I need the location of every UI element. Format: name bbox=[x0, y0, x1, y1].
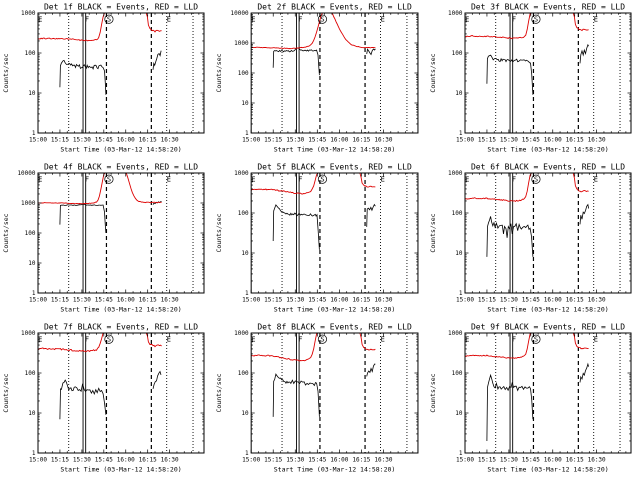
subplot-det-7f bbox=[0, 320, 213, 480]
flag-e: E bbox=[380, 174, 385, 184]
subplot-det-8f bbox=[213, 320, 427, 480]
x-tick-label: 16:00 bbox=[330, 136, 349, 144]
y-tick-label: 1 bbox=[31, 290, 36, 298]
subplot-det-5f bbox=[213, 160, 427, 320]
x-tick-label: 16:00 bbox=[543, 456, 562, 464]
flag-s: S bbox=[106, 335, 112, 344]
x-tick-label: 15:15 bbox=[477, 296, 496, 304]
x-tick-label: 16:15 bbox=[352, 456, 371, 464]
series-events-det-5f bbox=[273, 205, 375, 250]
x-tick-label: 15:45 bbox=[308, 296, 327, 304]
flag-e: E bbox=[593, 335, 599, 344]
plot-canvas-det-7f bbox=[0, 320, 213, 480]
event-marker-lines bbox=[282, 333, 407, 453]
flag-s: S bbox=[533, 175, 539, 184]
y-tick-label: 1000 bbox=[21, 10, 36, 18]
y-tick-label: 100 bbox=[24, 50, 36, 58]
subplot-det-6f bbox=[427, 160, 640, 320]
y-tick-label: 1 bbox=[458, 450, 463, 458]
x-tick-label: 16:30 bbox=[587, 136, 606, 144]
x-tick-label: 16:15 bbox=[565, 456, 584, 464]
y-tick-label: 10 bbox=[28, 260, 36, 268]
flag-s: S bbox=[106, 175, 112, 184]
flag-e: E bbox=[465, 175, 470, 184]
series-events-det-4f bbox=[60, 202, 162, 234]
x-tick-label: 16:15 bbox=[352, 296, 371, 304]
y-tick-label: 10 bbox=[241, 100, 249, 108]
event-marker-lines bbox=[282, 13, 407, 133]
axis-labels bbox=[2, 3, 198, 154]
y-axis-title: Counts/sec bbox=[2, 373, 10, 413]
flag-f: F bbox=[298, 14, 303, 24]
axis-ticks bbox=[38, 173, 204, 293]
axis-labels bbox=[215, 323, 412, 474]
x-tick-label: 16:00 bbox=[116, 136, 135, 144]
plot-title: Det 1f BLACK = Events, RED = LLD bbox=[43, 2, 199, 12]
flag-e: E bbox=[380, 14, 385, 24]
x-tick-label: 15:00 bbox=[28, 296, 48, 304]
x-tick-label: 15:00 bbox=[455, 136, 475, 144]
plot-canvas-det-1f bbox=[0, 0, 213, 160]
x-tick-label: 15:00 bbox=[28, 136, 48, 144]
axis-labels bbox=[429, 323, 625, 474]
series-lld-det-4f bbox=[38, 173, 162, 204]
axis-ticks bbox=[251, 333, 418, 453]
subplot-det-3f bbox=[427, 0, 640, 160]
x-tick-label: 15:30 bbox=[72, 296, 91, 304]
x-tick-label: 15:15 bbox=[477, 456, 496, 464]
x-tick-label: 15:30 bbox=[72, 136, 91, 144]
x-tick-label: 15:45 bbox=[521, 456, 540, 464]
flag-f: F bbox=[298, 334, 303, 344]
x-tick-label: 15:15 bbox=[264, 456, 283, 464]
plot-title: Det 7f BLACK = Events, RED = LLD bbox=[43, 322, 199, 332]
x-tick-label: 15:30 bbox=[499, 456, 518, 464]
y-axis-title: Counts/sec bbox=[215, 53, 224, 93]
y-tick-label: 1000 bbox=[234, 330, 249, 338]
flag-f: F bbox=[84, 15, 90, 24]
event-marker-lines bbox=[69, 13, 193, 133]
y-tick-label: 100 bbox=[237, 370, 249, 378]
axis-ticks bbox=[251, 13, 418, 133]
x-tick-label: 16:30 bbox=[587, 456, 606, 464]
x-tick-label: 16:30 bbox=[160, 296, 179, 304]
y-axis-title: Counts/sec bbox=[215, 373, 224, 413]
y-tick-label: 1 bbox=[31, 130, 36, 138]
axis-ticks bbox=[465, 13, 631, 133]
x-tick-label: 15:00 bbox=[455, 456, 475, 464]
plot-frame bbox=[465, 173, 631, 293]
x-tick-label: 15:30 bbox=[286, 456, 305, 464]
x-tick-label: 15:15 bbox=[264, 296, 283, 304]
x-tick-label: 15:30 bbox=[499, 136, 518, 144]
x-axis-title: Start Time (03-Mar-12 14:58:20) bbox=[273, 145, 396, 154]
series-events-det-7f bbox=[60, 372, 161, 420]
x-tick-label: 15:15 bbox=[50, 296, 69, 304]
y-axis-title: Counts/sec bbox=[215, 213, 224, 253]
axis-ticks bbox=[465, 333, 631, 453]
axis-labels bbox=[429, 3, 625, 154]
y-axis-title: Counts/sec bbox=[429, 373, 437, 413]
axis-ticks bbox=[251, 173, 418, 293]
flag-f: F bbox=[298, 174, 303, 184]
y-axis-title: Counts/sec bbox=[2, 213, 10, 253]
flag-e: E bbox=[593, 15, 599, 24]
x-tick-label: 15:30 bbox=[72, 456, 91, 464]
y-tick-label: 100 bbox=[237, 210, 249, 218]
x-tick-label: 16:15 bbox=[565, 296, 584, 304]
x-tick-label: 15:00 bbox=[455, 296, 475, 304]
plot-canvas-det-8f bbox=[213, 320, 427, 480]
y-tick-label: 1000 bbox=[234, 170, 249, 178]
x-tick-label: 15:45 bbox=[308, 456, 327, 464]
subplot-det-2f bbox=[213, 0, 427, 160]
y-tick-label: 1 bbox=[458, 290, 463, 298]
event-marker-lines bbox=[282, 173, 407, 293]
y-tick-label: 1000 bbox=[21, 200, 36, 208]
y-tick-label: 10 bbox=[241, 250, 249, 258]
series-lld-det-3f bbox=[465, 13, 589, 39]
flag-f: F bbox=[84, 335, 90, 344]
plot-canvas-det-6f bbox=[427, 160, 640, 320]
y-tick-label: 10 bbox=[455, 410, 463, 418]
x-tick-label: 16:15 bbox=[138, 456, 157, 464]
plot-title: Det 9f BLACK = Events, RED = LLD bbox=[470, 322, 626, 332]
plot-frame bbox=[465, 333, 631, 453]
series-events-det-9f bbox=[487, 364, 589, 441]
x-axis-title: Start Time (03-Mar-12 14:58:20) bbox=[60, 305, 182, 314]
flag-e: E bbox=[251, 334, 256, 344]
plot-canvas-det-2f bbox=[213, 0, 427, 160]
flag-e: E bbox=[38, 15, 43, 24]
x-tick-label: 15:00 bbox=[28, 456, 48, 464]
axis-labels bbox=[215, 3, 412, 154]
x-tick-label: 15:45 bbox=[94, 456, 113, 464]
series-lld-det-8f bbox=[251, 333, 375, 361]
y-tick-label: 1 bbox=[245, 450, 249, 458]
x-tick-label: 16:00 bbox=[543, 136, 562, 144]
plot-frame bbox=[38, 333, 204, 453]
flag-s: S bbox=[106, 15, 112, 24]
x-tick-label: 15:15 bbox=[477, 136, 496, 144]
y-tick-label: 10000 bbox=[17, 170, 36, 178]
series-events-det-1f bbox=[60, 51, 161, 95]
y-tick-label: 10 bbox=[455, 90, 463, 98]
series-lld-det-9f bbox=[465, 333, 589, 358]
subplot-det-9f bbox=[427, 320, 640, 480]
x-tick-label: 15:00 bbox=[242, 296, 261, 304]
subplot-det-4f bbox=[0, 160, 213, 320]
plot-canvas-det-4f bbox=[0, 160, 213, 320]
flag-e: E bbox=[593, 175, 599, 184]
flag-f: F bbox=[84, 175, 90, 184]
x-axis-title: Start Time (03-Mar-12 14:58:20) bbox=[487, 145, 609, 154]
series-lld-det-6f bbox=[465, 173, 589, 201]
plot-canvas-det-9f bbox=[427, 320, 640, 480]
y-tick-label: 100 bbox=[451, 50, 463, 58]
flag-s: S bbox=[320, 174, 325, 184]
x-tick-label: 16:15 bbox=[565, 136, 584, 144]
x-tick-label: 15:15 bbox=[50, 136, 69, 144]
x-tick-label: 15:45 bbox=[94, 296, 113, 304]
series-events-det-8f bbox=[273, 364, 375, 417]
x-tick-label: 16:15 bbox=[138, 136, 157, 144]
x-tick-label: 16:30 bbox=[374, 296, 393, 304]
axis-labels bbox=[429, 163, 625, 314]
y-tick-label: 10 bbox=[28, 410, 36, 418]
x-tick-label: 16:00 bbox=[330, 296, 349, 304]
flag-e: E bbox=[38, 175, 43, 184]
subplot-det-1f bbox=[0, 0, 213, 160]
x-tick-label: 15:00 bbox=[242, 136, 261, 144]
x-axis-title: Start Time (03-Mar-12 14:58:20) bbox=[487, 465, 609, 474]
x-tick-label: 15:45 bbox=[308, 136, 327, 144]
plot-canvas-det-5f bbox=[213, 160, 427, 320]
y-tick-label: 1000 bbox=[234, 40, 249, 48]
x-axis-title: Start Time (03-Mar-12 14:58:20) bbox=[60, 465, 182, 474]
flag-e: E bbox=[166, 15, 172, 24]
y-tick-label: 10 bbox=[241, 410, 249, 418]
axis-ticks bbox=[38, 333, 204, 453]
plot-frame bbox=[465, 13, 631, 133]
flag-f: F bbox=[511, 335, 517, 344]
x-tick-label: 16:15 bbox=[352, 136, 371, 144]
flag-f: F bbox=[511, 175, 517, 184]
plot-title: Det 5f BLACK = Events, RED = LLD bbox=[257, 162, 412, 172]
series-lld-det-1f bbox=[38, 13, 162, 41]
y-tick-label: 1 bbox=[458, 130, 463, 138]
y-tick-label: 100 bbox=[451, 210, 463, 218]
x-tick-label: 16:30 bbox=[160, 136, 179, 144]
plot-title: Det 6f BLACK = Events, RED = LLD bbox=[470, 162, 626, 172]
x-tick-label: 15:45 bbox=[521, 136, 540, 144]
x-tick-label: 16:30 bbox=[374, 456, 393, 464]
y-tick-label: 1000 bbox=[448, 10, 463, 18]
flag-e: E bbox=[465, 15, 470, 24]
y-tick-label: 100 bbox=[24, 370, 36, 378]
y-axis-title: Counts/sec bbox=[429, 213, 437, 253]
x-tick-label: 15:45 bbox=[94, 136, 113, 144]
x-tick-label: 15:15 bbox=[264, 136, 283, 144]
x-tick-label: 16:00 bbox=[116, 456, 135, 464]
event-marker-lines bbox=[496, 173, 620, 293]
plot-frame bbox=[38, 173, 204, 293]
plot-frame bbox=[251, 13, 418, 133]
x-tick-label: 15:15 bbox=[50, 456, 69, 464]
x-axis-title: Start Time (03-Mar-12 14:58:20) bbox=[487, 305, 609, 314]
event-marker-lines bbox=[496, 333, 620, 453]
x-tick-label: 16:15 bbox=[138, 296, 157, 304]
plot-title: Det 2f BLACK = Events, RED = LLD bbox=[257, 2, 412, 12]
plot-title: Det 3f BLACK = Events, RED = LLD bbox=[470, 2, 626, 12]
flag-e: E bbox=[251, 14, 256, 24]
series-events-det-3f bbox=[487, 45, 589, 95]
x-tick-label: 15:00 bbox=[242, 456, 261, 464]
series-events-det-2f bbox=[273, 48, 375, 75]
y-tick-label: 10000 bbox=[230, 10, 249, 18]
series-lld-det-7f bbox=[38, 333, 162, 352]
event-marker-lines bbox=[69, 173, 193, 293]
x-tick-label: 16:30 bbox=[587, 296, 606, 304]
x-tick-label: 16:00 bbox=[330, 456, 349, 464]
flag-f: F bbox=[511, 15, 517, 24]
plot-frame bbox=[38, 13, 204, 133]
x-tick-label: 16:00 bbox=[543, 296, 562, 304]
axis-labels bbox=[2, 323, 198, 474]
flag-e: E bbox=[166, 175, 172, 184]
x-tick-label: 15:30 bbox=[499, 296, 518, 304]
series-lld-det-2f bbox=[251, 13, 375, 49]
flag-s: S bbox=[320, 334, 325, 344]
x-axis-title: Start Time (03-Mar-12 14:58:20) bbox=[273, 305, 396, 314]
plot-title: Det 8f BLACK = Events, RED = LLD bbox=[257, 322, 412, 332]
flag-s: S bbox=[533, 15, 539, 24]
y-tick-label: 10 bbox=[455, 250, 463, 258]
y-tick-label: 1 bbox=[31, 450, 36, 458]
y-tick-label: 1 bbox=[245, 130, 249, 138]
plot-title: Det 4f BLACK = Events, RED = LLD bbox=[43, 162, 199, 172]
axis-ticks bbox=[38, 13, 204, 133]
axis-ticks bbox=[465, 173, 631, 293]
flag-e: E bbox=[38, 335, 43, 344]
y-tick-label: 100 bbox=[24, 230, 36, 238]
flag-e: E bbox=[251, 174, 256, 184]
x-tick-label: 15:45 bbox=[521, 296, 540, 304]
axis-labels bbox=[2, 163, 198, 314]
series-lld-det-5f bbox=[251, 173, 375, 194]
event-marker-lines bbox=[496, 13, 620, 133]
x-axis-title: Start Time (03-Mar-12 14:58:20) bbox=[273, 465, 396, 474]
x-tick-label: 16:00 bbox=[116, 296, 135, 304]
flag-e: E bbox=[166, 335, 172, 344]
y-axis-title: Counts/sec bbox=[429, 53, 437, 93]
x-tick-label: 16:30 bbox=[160, 456, 179, 464]
y-tick-label: 1 bbox=[245, 290, 249, 298]
x-axis-title: Start Time (03-Mar-12 14:58:20) bbox=[60, 145, 182, 154]
y-tick-label: 1000 bbox=[21, 330, 36, 338]
flag-s: S bbox=[320, 14, 325, 24]
flag-s: S bbox=[533, 335, 539, 344]
plot-canvas-det-3f bbox=[427, 0, 640, 160]
x-tick-label: 15:30 bbox=[286, 136, 305, 144]
y-axis-title: Counts/sec bbox=[2, 53, 10, 93]
series-events-det-6f bbox=[487, 205, 589, 257]
y-tick-label: 10 bbox=[28, 90, 36, 98]
plot-frame bbox=[251, 173, 418, 293]
x-tick-label: 16:30 bbox=[374, 136, 393, 144]
flag-e: E bbox=[380, 334, 385, 344]
y-tick-label: 1000 bbox=[448, 170, 463, 178]
flag-e: E bbox=[465, 335, 470, 344]
y-tick-label: 100 bbox=[237, 70, 249, 78]
x-tick-label: 15:30 bbox=[286, 296, 305, 304]
plot-frame bbox=[251, 333, 418, 453]
y-tick-label: 1000 bbox=[448, 330, 463, 338]
y-tick-label: 100 bbox=[451, 370, 463, 378]
